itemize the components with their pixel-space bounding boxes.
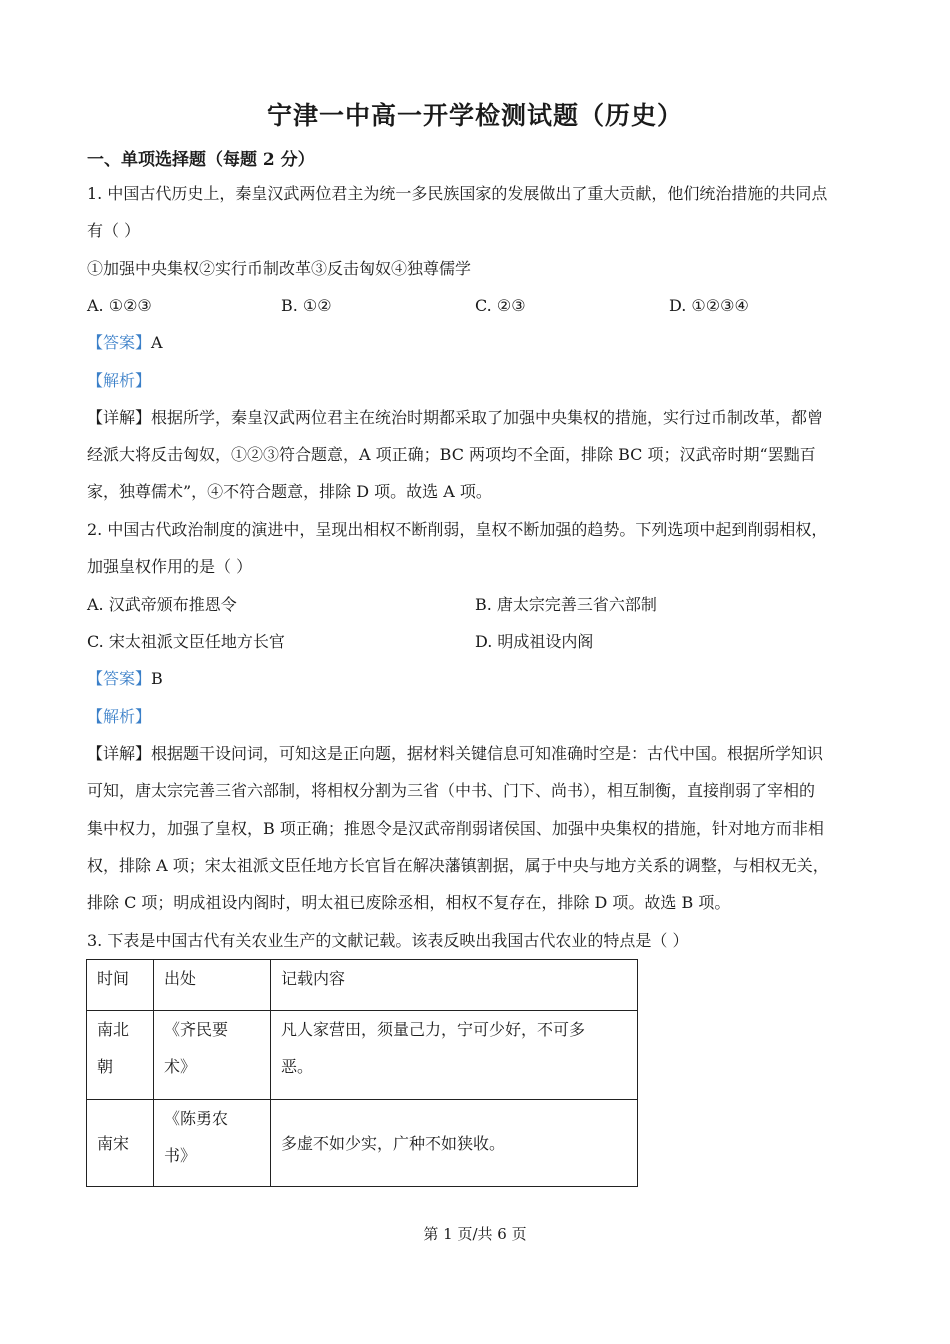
q1-detail-line-2: 经派大将反击匈奴，①②③符合题意，A 项正确；BC 两项均不全面，排除 BC 项；汉武帝时期“罢黜百 (87, 445, 816, 464)
table-row (87, 1100, 638, 1187)
q2-option-c: C. 宋太祖派文臣任地方长官 (87, 632, 285, 651)
cell-time (87, 1011, 154, 1100)
q2-option-b: B. 唐太宗完善三省六部制 (475, 595, 657, 614)
cell-text: 书》 (164, 1146, 197, 1165)
cell-text: 《陈勇农 (164, 1109, 229, 1128)
q2-analysis-tag: 【解析】 (87, 707, 152, 726)
cell-source (154, 1100, 271, 1187)
q1-option-d: D. ①②③④ (669, 296, 749, 315)
q1-answer-tag: 【答案】 (87, 333, 152, 352)
q2-answer-tag: 【答案】 (87, 669, 152, 688)
cell-time (87, 1100, 154, 1187)
q2-stem-line-2: 加强皇权作用的是（ ） (87, 557, 253, 576)
cell-text: 恶。 (281, 1057, 314, 1076)
cell-text: 术》 (164, 1057, 197, 1076)
q2-stem-line-1: 2. 中国古代政治制度的演进中，呈现出相权不断削弱，皇权不断加强的趋势。下列选项中起到削弱相权， (87, 520, 828, 539)
q2-detail-line-3: 集中权力，加强了皇权，B 项正确；推恩令是汉武帝削弱诸侯国、加强中央集权的措施，针对地方而非相 (87, 819, 824, 838)
q1-stem-line-1: 1. 中国古代历史上，秦皇汉武两位君主为统一多民族国家的发展做出了重大贡献，他们统治措施的共同点 (87, 184, 828, 203)
cell-text: 凡人家营田，须量己力，宁可少好，不可多 (281, 1020, 586, 1039)
q1-detail-line-1: 【详解】根据所学，秦皇汉武两位君主在统治时期都采取了加强中央集权的措施，实行过币制改革，都曾 (87, 408, 824, 427)
header-content: 记载内容 (271, 960, 638, 1011)
q3-stem: 3. 下表是中国古代有关农业生产的文献记载。该表反映出我国古代农业的特点是（ ） (87, 931, 689, 950)
cell-text: 朝 (97, 1057, 114, 1076)
section-heading: 一、单项选择题（每题 2 分） (87, 150, 315, 170)
cell-content (271, 1100, 638, 1187)
cell-text: 多虚不如少实，广种不如狭收。 (281, 1133, 506, 1153)
q1-answer-value: A (151, 333, 163, 352)
cell-text: 南北 (97, 1020, 130, 1039)
q1-option-b: B. ①② (281, 296, 332, 315)
q2-option-a: A. 汉武帝颁布推恩令 (87, 595, 237, 614)
q2-detail-line-5: 排除 C 项；明成祖设内阁时，明太祖已废除丞相，相权不复存在，排除 D 项。故选 B 项。 (87, 893, 731, 912)
q2-option-d: D. 明成祖设内阁 (475, 632, 594, 651)
header-source: 出处 (154, 960, 271, 1011)
q2-detail-line-2: 可知，唐太宗完善三省六部制，将相权分割为三省（中书、门下、尚书），相互制衡，直接削弱了宰相的 (87, 781, 816, 800)
q1-analysis-tag: 【解析】 (87, 371, 152, 390)
header-time: 时间 (87, 960, 154, 1011)
q1-items: ①加强中央集权②实行币制改革③反击匈奴④独尊儒学 (87, 259, 472, 278)
table-header-row (87, 960, 638, 1011)
records-table (86, 959, 638, 1187)
page-title: 宁津一中高一开学检测试题（历史） (266, 101, 683, 130)
q1-answer (87, 332, 163, 354)
cell-text: 南宋 (97, 1133, 130, 1153)
cell-content (271, 1011, 638, 1100)
cell-source (154, 1011, 271, 1100)
q2-detail-line-4: 权，排除 A 项；宋太祖派文臣任地方长官旨在解决藩镇割据，属于中央与地方关系的调整，与相权无关， (87, 856, 829, 875)
q2-detail-line-1: 【详解】根据题干设问词，可知这是正向题，据材料关键信息可知准确时空是：古代中国。根据所学知识 (87, 744, 824, 763)
table-row (87, 1011, 638, 1100)
q1-option-c: C. ②③ (475, 296, 526, 315)
q2-answer-value: B (151, 669, 163, 688)
page-footer: 第 1 页/共 6 页 (423, 1225, 527, 1243)
q1-detail-line-3: 家，独尊儒术”，④不符合题意，排除 D 项。故选 A 项。 (87, 482, 492, 501)
q2-answer (87, 668, 163, 690)
q1-option-a: A. ①②③ (87, 296, 152, 315)
cell-text: 《齐民要 (164, 1020, 229, 1039)
q1-stem-line-2: 有（ ） (87, 221, 141, 240)
